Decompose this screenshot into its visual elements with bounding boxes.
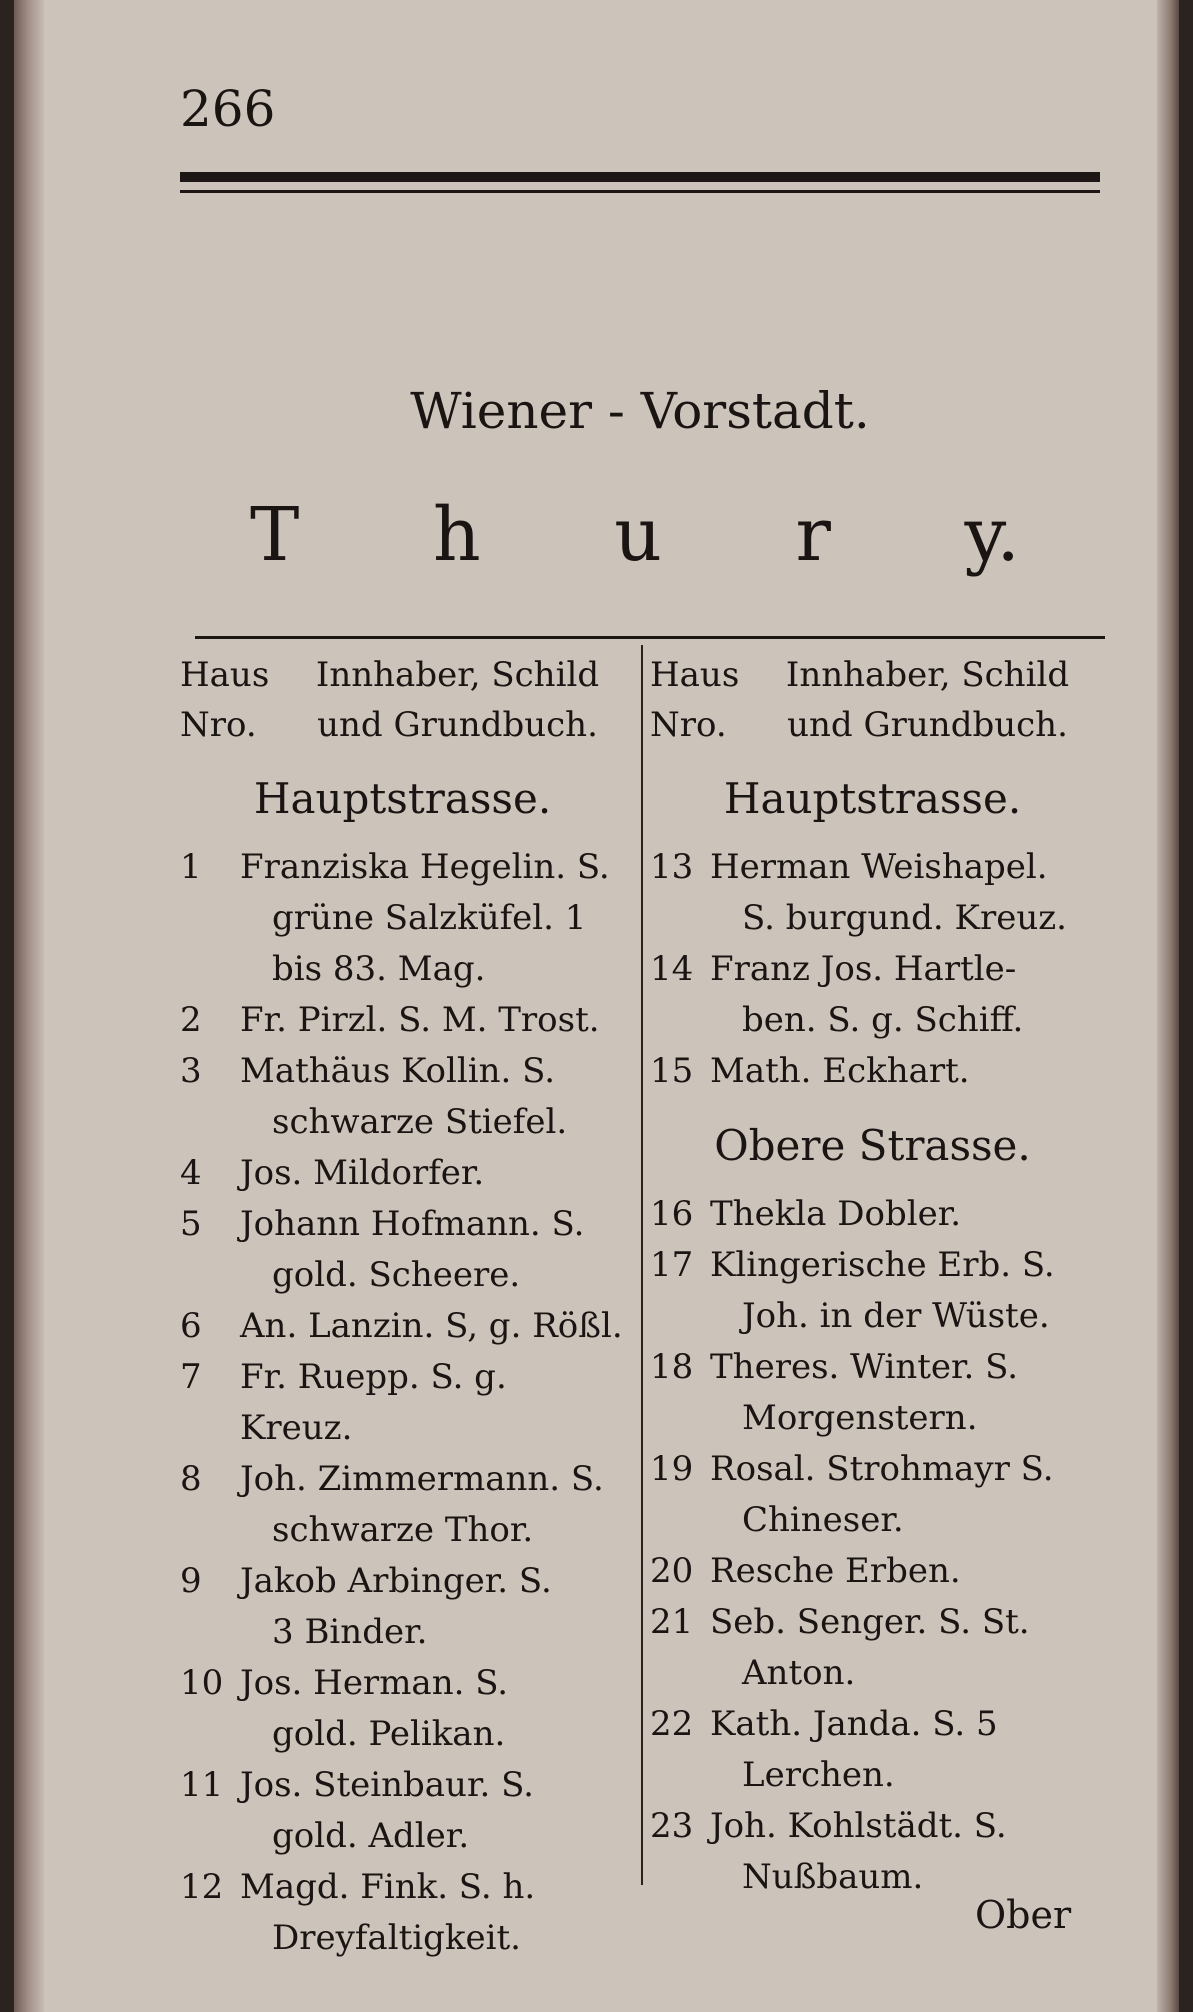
title-letter: u: [614, 492, 662, 578]
entry-line: Mathäus Kollin. S.: [240, 1051, 556, 1091]
entry-text: [240, 1862, 625, 1964]
entry-text: [710, 1342, 1095, 1444]
entry-line: Joh. Zimmermann. S.: [240, 1459, 604, 1499]
header-innhaber: Innhaber, Schild: [315, 655, 600, 695]
house-number: 9: [180, 1561, 202, 1601]
entry-line: Johann Hofmann. S.: [240, 1204, 585, 1244]
house-number: 8: [180, 1459, 202, 1499]
section-subtitle: Wiener - Vorstadt.: [410, 382, 870, 440]
register-entry: [180, 1862, 625, 1964]
entry-line: Jos. Mildorfer.: [240, 1153, 485, 1193]
column-top-rule: [195, 636, 1105, 639]
street-heading: Hauptstrasse.: [723, 774, 1022, 823]
register-entry: [650, 1189, 1095, 1240]
entry-text: [710, 1699, 1095, 1801]
entry-list: [650, 1189, 1095, 1903]
house-number: 12: [180, 1867, 224, 1907]
entry-text: [240, 1046, 625, 1148]
house-number: 21: [650, 1602, 694, 1642]
house-number: 7: [180, 1357, 202, 1397]
entry-line: Thekla Dobler.: [710, 1194, 962, 1234]
house-number: 11: [180, 1765, 224, 1805]
entry-line: schwarze Thor.: [272, 1510, 534, 1550]
entry-text: [710, 1240, 1095, 1342]
register-entry: [650, 1801, 1095, 1903]
register-entry: [650, 1597, 1095, 1699]
entry-line: Math. Eckhart.: [710, 1051, 970, 1091]
entry-line: Joh. in der Wüste.: [742, 1296, 1050, 1336]
entry-line: Magd. Fink. S. h.: [240, 1867, 536, 1907]
register-entry: [650, 1342, 1095, 1444]
entry-line: Jos. Herman. S.: [240, 1663, 509, 1703]
left-column: [180, 650, 625, 1964]
entry-line: Dreyfaltigkeit.: [272, 1918, 521, 1958]
thin-rule: [180, 190, 1100, 193]
title-letter: h: [432, 492, 481, 578]
entry-text: [710, 1597, 1095, 1699]
register-entry: [180, 1760, 625, 1862]
entry-text: [240, 1301, 625, 1352]
house-number: 13: [650, 847, 694, 887]
house-number: 23: [650, 1806, 694, 1846]
register-entry: [650, 1546, 1095, 1597]
book-spine-shadow: [14, 0, 44, 2012]
house-number: 3: [180, 1051, 202, 1091]
register-entry: [180, 1556, 625, 1658]
column-header: [180, 650, 625, 750]
register-entry: [180, 995, 625, 1046]
register-entry: [180, 1301, 625, 1352]
entry-line: Kath. Janda. S. 5: [710, 1704, 998, 1744]
entry-text: [710, 1189, 1095, 1240]
entry-text: [240, 1454, 625, 1556]
entry-text: [240, 1199, 625, 1301]
entry-line: Seb. Senger. S. St.: [710, 1602, 1030, 1642]
house-number: 10: [180, 1663, 224, 1703]
entry-line: Fr. Ruepp. S. g. Kreuz.: [240, 1357, 507, 1448]
house-number: 17: [650, 1245, 694, 1285]
entry-text: [240, 1658, 625, 1760]
entry-line: grüne Salzküfel. 1: [272, 898, 587, 938]
house-number: 5: [180, 1204, 202, 1244]
house-number: 14: [650, 949, 694, 989]
entry-text: [710, 1444, 1095, 1546]
house-number: 22: [650, 1704, 694, 1744]
entry-text: [240, 1556, 625, 1658]
header-nro: Nro.: [180, 705, 257, 745]
entry-line: schwarze Stiefel.: [272, 1102, 568, 1142]
register-entry: [180, 1199, 625, 1301]
entry-line: Fr. Pirzl. S. M. Trost.: [240, 1000, 600, 1040]
section-title: [180, 492, 1100, 578]
entry-line: Chineser.: [742, 1500, 904, 1540]
title-letter: y.: [964, 492, 1020, 578]
house-number: 6: [180, 1306, 202, 1346]
register-entry: [650, 1699, 1095, 1801]
entry-line: Nußbaum.: [742, 1857, 924, 1897]
entry-text: [710, 1546, 1095, 1597]
entry-line: 3 Binder.: [272, 1612, 428, 1652]
entry-text: [710, 944, 1095, 1046]
column-header: [650, 650, 1095, 750]
title-letter: T: [250, 492, 300, 578]
entry-text: [710, 842, 1095, 944]
entry-line: Jos. Steinbaur. S.: [240, 1765, 534, 1805]
house-number: 20: [650, 1551, 694, 1591]
header-grundbuch: und Grundbuch.: [317, 705, 598, 745]
entry-line: Anton.: [742, 1653, 856, 1693]
entry-list: [180, 842, 625, 1964]
title-letter: r: [795, 492, 831, 578]
entry-text: [710, 1046, 1095, 1097]
register-entry: [650, 944, 1095, 1046]
house-number: 16: [650, 1194, 694, 1234]
register-entry: [180, 1046, 625, 1148]
page-edge-shadow: [1157, 0, 1179, 2012]
entry-line: bis 83. Mag.: [272, 949, 486, 989]
register-entry: [180, 1658, 625, 1760]
entry-text: [240, 1352, 625, 1454]
street-heading: Obere Strasse.: [714, 1121, 1031, 1170]
entry-line: gold. Pelikan.: [272, 1714, 506, 1754]
entry-line: Franz Jos. Hartle-: [710, 949, 1017, 989]
right-column: [650, 650, 1095, 1903]
entry-line: Morgenstern.: [742, 1398, 978, 1438]
house-number: 4: [180, 1153, 202, 1193]
register-entry: [650, 1240, 1095, 1342]
entry-text: [240, 1148, 625, 1199]
entry-line: Franziska Hegelin. S.: [240, 847, 610, 887]
register-entry: [650, 1444, 1095, 1546]
entry-line: S. burgund. Kreuz.: [742, 898, 1067, 938]
entry-text: [710, 1801, 1095, 1903]
entry-line: ben. S. g. Schiff.: [742, 1000, 1024, 1040]
register-entry: [650, 842, 1095, 944]
entry-line: Jakob Arbinger. S.: [240, 1561, 552, 1601]
entry-line: Theres. Winter. S.: [710, 1347, 1019, 1387]
header-haus: Haus: [180, 655, 270, 695]
register-entry: [180, 842, 625, 995]
heavy-rule: [180, 172, 1100, 182]
entry-line: Lerchen.: [742, 1755, 895, 1795]
entry-line: Herman Weishapel.: [710, 847, 1048, 887]
entry-line: gold. Adler.: [272, 1816, 470, 1856]
entry-list: [650, 842, 1095, 1097]
column-divider: [641, 645, 643, 1885]
house-number: 15: [650, 1051, 694, 1091]
header-innhaber: Innhaber, Schild: [785, 655, 1070, 695]
catchword: Ober: [975, 1893, 1072, 1937]
house-number: 18: [650, 1347, 694, 1387]
house-number: 2: [180, 1000, 202, 1040]
entry-line: Resche Erben.: [710, 1551, 961, 1591]
header-haus: Haus: [650, 655, 740, 695]
entry-line: An. Lanzin. S, g. Rößl.: [240, 1306, 623, 1346]
header-grundbuch: und Grundbuch.: [787, 705, 1068, 745]
entry-text: [240, 1760, 625, 1862]
entry-line: gold. Scheere.: [272, 1255, 521, 1295]
entry-line: Klingerische Erb. S.: [710, 1245, 1055, 1285]
register-entry: [180, 1352, 625, 1454]
entry-text: [240, 995, 625, 1046]
house-number: 1: [180, 847, 202, 887]
page-number: 266: [180, 80, 276, 138]
entry-line: Joh. Kohlstädt. S.: [710, 1806, 1007, 1846]
street-heading: Hauptstrasse.: [253, 774, 552, 823]
entry-text: [240, 842, 625, 995]
header-nro: Nro.: [650, 705, 727, 745]
register-entry: [180, 1454, 625, 1556]
house-number: 19: [650, 1449, 694, 1489]
register-entry: [180, 1148, 625, 1199]
register-entry: [650, 1046, 1095, 1097]
entry-line: Rosal. Strohmayr S.: [710, 1449, 1054, 1489]
